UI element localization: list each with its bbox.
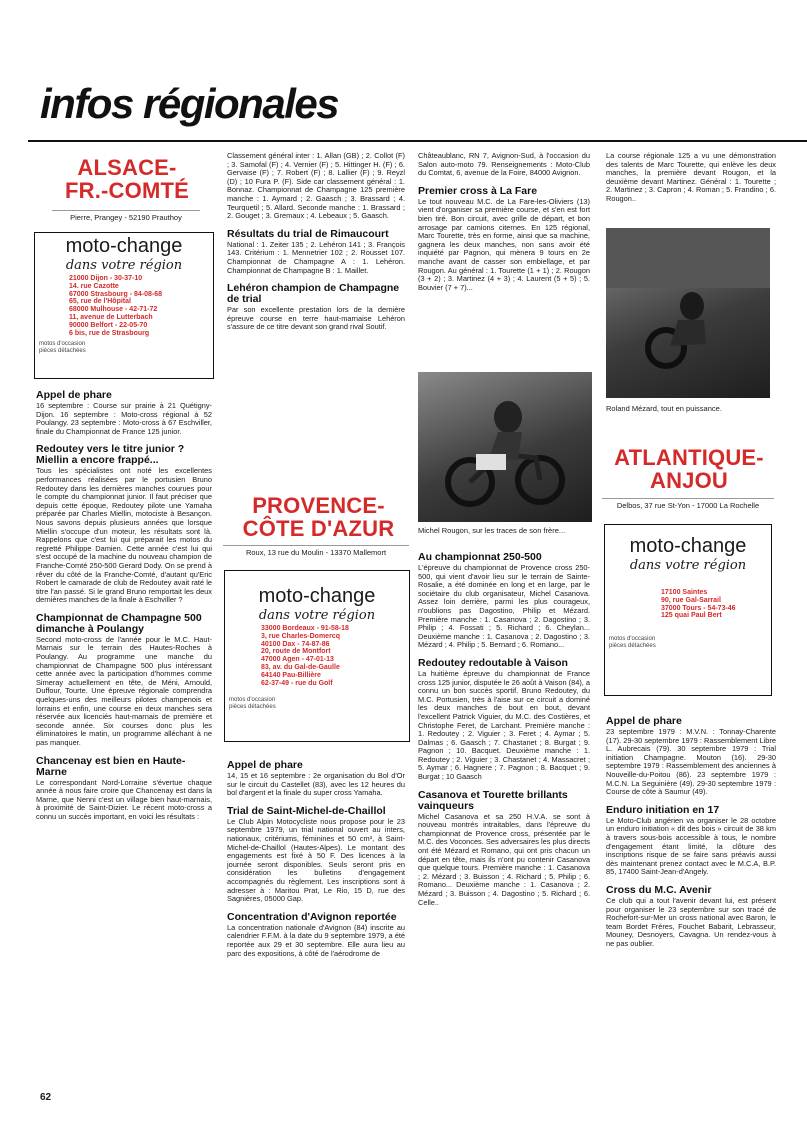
- ad-shop-line: 67000 Strasbourg - 84-08-68: [69, 290, 162, 298]
- ad-slogan: dans votre région: [629, 558, 747, 573]
- ad-shop-line: 90, rue Gal-Sarrail: [661, 596, 721, 604]
- article-title: Cross du M.C. Avenir: [606, 883, 712, 896]
- article-title: Premier cross à La Fare: [418, 184, 538, 197]
- ad-slogan: dans votre région: [65, 258, 183, 273]
- article-title: Au championnat 250-500: [418, 552, 542, 563]
- article-body: Second moto-cross de l'année pour le M.C. Haut-Marnais sur le terrain des Hautes-Roches à Poulangy. Au programme une manche du championnat de Champagne 500 plus intéressant cette année avec la participation d'hommes comme Simeray actuellement en tête, de Méni, Arnould, Duffour, Tourte. Une épreuve régionale comprendra quelques-uns des meilleurs pilotes champenois et lorrains et enfin, une course en deux manches sera réservée aux licenciés haut-marnais de première et seconde année. Six courses donc plus les éliminatoires le matin, un programme alléchant à ne pas manquer.: [36, 634, 212, 747]
- article-body: Classement général inter : 1. Allan (GB) ; 2. Collot (F) ; 3. Samofal (F) ; 4. Vernier (F) ; 5. Hittinger H. (F) ; 6. Gervaise (F) ; 7. Robert (F) ; 8. Lallier (F) ; 9. Reyzl (D) ; 10 Fura P. (F). Side car classement général : 1. Bonnaz. Championnat de Champagne 125 première manche : 1. Aymard ; 2. Gaasch ; 3. Brassard ; 4. Teurquetil ; 5. Allard. Seconde manche : 1. Brassard ; 2. Gouget ; 3. Gremaux ; 4. Lebeaux ; 5. Gaasch.: [227, 152, 405, 221]
- column-4-bottom: [606, 716, 776, 1088]
- ad-brand: moto-change: [65, 235, 183, 257]
- ad-footer-2: pièces détachées: [39, 347, 86, 354]
- region-address: Pierre, Prangey - 52190 Prauthoy: [52, 210, 200, 222]
- ad-shop-line: 6 bis, rue de Strasbourg: [69, 329, 150, 337]
- ad-shop-line: 11, avenue de Lutterbach: [69, 313, 153, 321]
- region-title-line2: FR.-COMTÉ: [64, 178, 189, 203]
- region-title-line2: ANJOU: [649, 468, 728, 493]
- column-3-bottom: [418, 552, 590, 1088]
- ad-shop-line: 33000 Bordeaux - 91-58-18: [261, 625, 349, 632]
- article-title: Résultats du trial de Rimaucourt: [227, 227, 389, 240]
- photo-caption: Michel Rougon, sur les traces de son frère...: [418, 526, 566, 535]
- article-title: Appel de phare: [606, 716, 682, 727]
- ad-shop-line: 65, rue de l'Hôpital: [69, 298, 131, 306]
- article-body: 16 septembre : Course sur prairie à 21 Quétigny-Dijon. 16 septembre : Moto-cross régional à 52 Poulangy. 23 septembre : Moto-cross à 67 Eschviller, finale du Championnat de France 125 junior.: [36, 401, 212, 436]
- article-title: Enduro initiation en 17: [606, 803, 720, 816]
- region-atlantique: [606, 446, 772, 492]
- article-body: Ce club qui a tout l'avenir devant lui, est présent pour organiser le 23 septembre sur son tracé de Rochefort-sur-Mer un cross national avec Baron, le team Bordet Frères, Fouchet Babarit, Lebrasseur, Mouney, Desnoyers, Cavagna. Un rendez-vous à ne pas oublier.: [606, 895, 776, 948]
- column-1: [36, 390, 212, 1085]
- article-title: Redoutey redoutable à Vaison: [418, 656, 568, 669]
- region-provence: [226, 494, 411, 540]
- article-body: Le Moto-Club angérien va organiser le 28 octobre un enduro initiation « dit des bois » circuit de 38 km à travers sous-bois accessible à tous, le nombre d'engagement étant limité, la clôture des inscriptions risque de se faire sans préavis aussi dès maintenant prenez contact avec le M.C.A, B.P. 85, 17400 Saint-Jean-d'Angely.: [606, 815, 776, 877]
- ad-moto-change-atlantique: [604, 524, 772, 696]
- ad-shop-list: [225, 625, 409, 687]
- ad-shop-line: 62-37-49 - rue du Golf: [261, 679, 333, 687]
- article-title: Championnat de Champagne 500 dimanche à Poulangy: [36, 611, 202, 635]
- column-2-top: [227, 152, 405, 482]
- ad-shop-line: 64140 Pau-Billière: [261, 671, 321, 679]
- article-body: Par son excellente prestation lors de la dernière épreuve course en terre haut-marnaise Lehéron s'assure de ce titre devant son grand rival Soutif.: [227, 305, 405, 332]
- ad-brand: moto-change: [258, 585, 376, 607]
- article-title: Lehéron champion de Champagne de trial: [227, 282, 400, 306]
- article-title: Concentration d'Avignon reportée: [227, 910, 397, 923]
- ad-brand: moto-change: [629, 535, 747, 557]
- article-title: Appel de phare: [36, 390, 112, 401]
- motorbike-icon: [418, 372, 592, 522]
- article-title: Redoutey vers le titre junior ? Miellin a encore frappé...: [36, 443, 185, 467]
- column-3-top: [418, 152, 590, 370]
- region-title-line1: PROVENCE-: [252, 493, 385, 518]
- ad-footer-2: pièces détachées: [229, 703, 276, 710]
- region-address: Delbos, 37 rue St-Yon - 17000 La Rochelle: [602, 498, 774, 510]
- article-title: Casanova et Tourette brillants vainqueurs: [418, 788, 568, 812]
- motocross-photo-mezard: [606, 228, 770, 398]
- article-body: 23 septembre 1979 : M.V.N. : Tonnay-Charente (17). 29-30 septembre 1979 : Rassemblement Libre L. Aubrecais (79). 30 septembre 1979 : Trial initiation Champagne. Mouton (16). 29-30 septembre 1979 : Rassemblement des anciennes à Nouveille-du-Poitou (86). 23 septembre 1979 : M.C.N. La Seguinière (49). 29-30 septembre 1979 : Course de côte à Saumur (49).: [606, 727, 776, 797]
- ad-shop-line: 83, av. du Gal-de-Gaulle: [261, 663, 340, 671]
- article-body: Le tout nouveau M.C. de La Fare-les-Oliviers (13) vient d'organiser sa première course, et s'en est fort bien tiré. Bon circuit, avec grille de départ, et bon arrosage par camions citernes. En 125 régional, Marc Tourette, très en forme, ainsi que sa machine, gagnera les deux manches, non sans avoir été inquiété par Pagnon, qui mènera 9 tours en 2e manche avant de casser son embiellage, et par Rougon. Au général : 1. Tourette (1 + 1) ; 2. Rougon (3 + 2) ; 3. Martinez (4 + 3) ; 4. Laurent (5 + 5) ; 5. Bouvier (7 + 7)...: [418, 196, 590, 292]
- photo-caption: Roland Mézard, tout en puissance.: [606, 404, 722, 413]
- article-body: La huitième épreuve du championnat de France cross 125 junior, disputée le 26 août à Vaison (84), a connu un bon succès sportif. Bruno Redoutey, du M.C. Portusien, très à l'aise sur ce circuit a dominé les deux manches de bout en bout, devant l'excellent Patrick Viguier, du M.C. des Costières, et Christophe Feret, de Larchant. Première manche : 1. Redoutey ; 2. Viguier ; 3. Feret ; 4. Aymar ; 5. Dalmas ; 6. Gaasch ; 7. Chastanet ; 8. Burgat ; 9. Pagnon ; 10. Bacquet. Deuxième manche : 1. Redoutey ; 2. Viguier ; 3. Chastanet ; 4. Massacret ; 5. Aymar ; 6. Hagnere ; 7. Pagnon ; 8. Bacquet ; 9. Burgat ; 10 Gaasch: [418, 668, 590, 782]
- page-number: 62: [40, 1092, 52, 1103]
- ad-footer-1: motos d'occasion: [609, 636, 656, 643]
- article-title: Chancenay est bien en Haute-Marne: [36, 754, 186, 778]
- ad-shop-line: 125 quai Paul Bert: [661, 612, 722, 620]
- column-4-top: [606, 152, 776, 224]
- article-body: La concentration nationale d'Avignon (84) inscrite au calendrier F.F.M. à la date du 9 septembre 1979, a été reportée aux 29 et 30 septembre. Elle aura lieu au parc des expositions, à côté de l'aérodrome de: [227, 922, 405, 958]
- ad-shop-line: 40100 Dax - 74-87-86: [261, 640, 330, 648]
- ad-footer-2: pièces détachées: [609, 642, 656, 649]
- ad-shop-list: [35, 275, 213, 337]
- header-rule: [28, 140, 807, 142]
- ad-shop-line: 68000 Mulhouse - 42-71-72: [69, 306, 158, 314]
- article-body: Châteaublanc, RN 7, Avignon-Sud, à l'occasion du Salon auto-moto 79. Renseignements : Moto-Club du Comtat, 6, avenue de la Foire, 84000 Avignon.: [418, 152, 590, 178]
- region-title-line1: ALSACE-: [77, 155, 177, 180]
- ad-shop-line: 90000 Belfort - 22-05-70: [69, 321, 148, 329]
- ad-shop-line: 14. rue Cazotte: [69, 282, 119, 290]
- region-address: Roux, 13 rue du Moulin - 13370 Mallemort: [223, 545, 409, 557]
- ad-footer-1: motos d'occasion: [229, 697, 276, 704]
- article-body: La course régionale 125 a vu une démonstration des talents de Marc Tourette, qui enlève les deux manches, la première devant Rougon, et la deuxième devant Martinez. Général : 1. Tourette ; 2. Martinez ; 3. Capron ; 4. Roman ; 5. Frandino ; 6. Rougon..: [606, 152, 776, 203]
- ad-footer-1: motos d'occasion: [39, 341, 86, 348]
- article-body: L'épreuve du championnat de Provence cross 250-500, qui vient d'avoir lieu sur le terrain de Sainte-Rosalie, a été dominée en long et en large, par le sociétaire du club organisateur, Michel Casanova. Assez loin derrière, parmi les plus courageux, n'oublions pas Dagostino, Philip et Mézard. Première manche : 1. Casanova ; 2. Dagostino ; 3. Philip ; 4. Fossati ; 5. Richard ; 6. Cheylan... Deuxième manche : 1. Casanova ; 2. Dagostino ; 3. Mézard ; 4. Philip ; 5. Bernard ; 6. Romano...: [418, 563, 590, 650]
- article-title: Trial de Saint-Michel-de-Chaillol: [227, 804, 386, 817]
- article-body: National : 1. Zeiter 135 ; 2. Lehéron 141 ; 3. François 143. Critérium : 1. Mennetrier 102 ; 2. Rousset 107. Championnat de Champagne A : 1. Lehéron. Championnat de Champagne B : 1. Maillet.: [227, 239, 405, 275]
- ad-shop-line: 37000 Tours - 54-73-46: [661, 604, 736, 612]
- region-alsace: [52, 156, 202, 202]
- motocross-photo-rougon: [418, 372, 592, 522]
- region-title-line2: CÔTE D'AZUR: [242, 516, 395, 541]
- column-2-bottom: [227, 760, 405, 1088]
- article-body: Tous les spécialistes ont noté les excellentes performances réalisées par le portusien Bruno Redoutey dans les dernières manches courues pour le compte du championnat junior. Il faut préciser que depuis cette époque, Redoutey pilote une Yamaha préparée par Charles Miellin, motociste à Besançon. Nous savons depuis plusieurs années que lorsque Miellin s'occupe d'un moteur, les résultats sont là. Rappelons que c'est lui qui préparait les motos du regretté Philippe Damien. Cette année c'est lui qui s'est occupé de la machine du nouveau champion de Franche-Comté 250-500 Gerard Dody. On se prend à rêver du côté de la Franche-Comté, d'autant qu'Eric Robert le camarade de club de Redoutey avait raté le titre l'an passé. Si le grand Bruno remportait les deux dernières manches de la finale à Eschviller ?: [36, 466, 212, 605]
- ad-shop-line: 21000 Dijon - 30-37-10: [69, 275, 143, 282]
- ad-shop-line: 47000 Agen - 47-01-13: [261, 656, 334, 664]
- ad-shop-line: 3, rue Charles-Domercq: [261, 632, 340, 640]
- ad-moto-change-alsace: [34, 232, 214, 379]
- article-body: Le correspondant Nord-Lorraine s'évertue chaque année à nous faire croire que Chancenay est dans la Marne, que Nenni c'est un village bien haut-marnais, à proximité de Saint-Dizier. Le récent moto-cross a connu un succès important, en voici les résultats :: [36, 777, 212, 821]
- page-title: infos régionales: [40, 80, 339, 127]
- article-body: Le Club Alpin Motocycliste nous propose pour le 23 septembre 1979, un trial national ouvert au inters, nationaux, critériums, féminines et 50 cm³, à Saint-Michel-de-Chaillol (Hautes-Alpes). Le montant des engagements est fixé à 50 F. Des licences à la journée seront disponibles. Seuls seront pris en considération les bulletins d'engagement accompagnés du règlement. Les inscriptions sont à adresser à : Maritou Prat, Le Rio, 15 D, rue des Sagnières, 05000 Gap.: [227, 816, 405, 904]
- ad-slogan: dans votre région: [258, 608, 376, 623]
- ad-shop-line: 17100 Saintes: [661, 589, 708, 596]
- motorbike-icon: [606, 228, 770, 398]
- article-body: Michel Casanova et sa 250 H.V.A. se sont à nouveau montrés intraitables, dans l'épreuve du championnat de Provence cross, présentée par le M.C. des Voconces. Ses adversaires les plus directs ont été Mézard et Romano, qui ont pris chacun un départ en tête, mais ils n'ont pu contenir Casanova que quelque tours. Première manche : 1. Casanova ; 2. Mézard ; 3. Buisson ; 4. Richard ; 5. Philip ; 6. Romano... Deuxième manche : 1. Casanova ; 2. Mézard ; 3. Buisson ; 4. Dagostino ; 5. Richard ; 6. Celle..: [418, 811, 590, 907]
- ad-shop-list: [605, 575, 771, 620]
- ad-shop-line: 20, route de Montfort: [261, 648, 331, 656]
- ad-moto-change-provence: [224, 570, 410, 742]
- article-body: 14, 15 et 16 septembre : 2e organisation du Bol d'Or sur le circuit du Castellet (83), avec les 12 heures du bol d'argent et la finale du super cross Yamaha.: [227, 771, 405, 798]
- region-title-line1: ATLANTIQUE-: [614, 445, 764, 470]
- article-title: Appel de phare: [227, 760, 303, 771]
